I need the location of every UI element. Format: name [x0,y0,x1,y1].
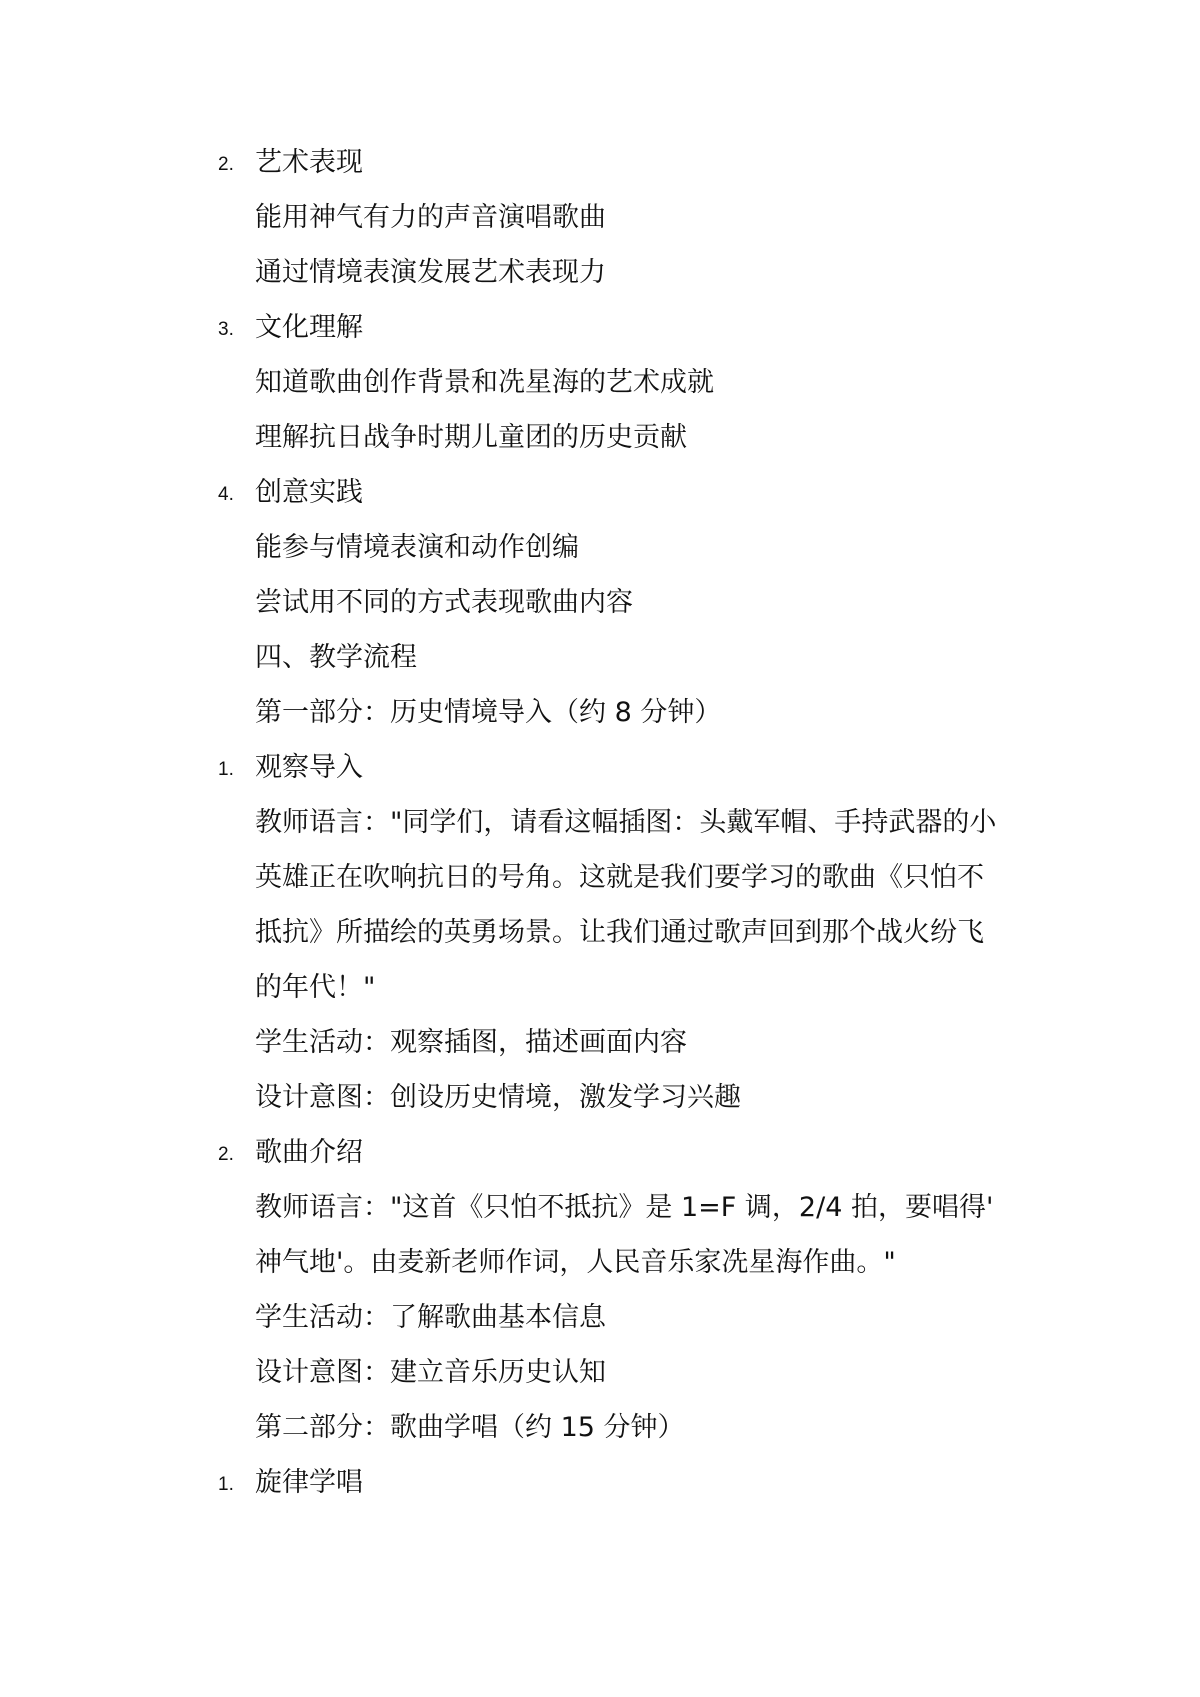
paragraph-line [255,1078,741,1118]
line-text: 设计意图：创设历史情境，激发学习兴趣 [255,1082,741,1113]
part-heading [255,693,721,733]
line-text: 学生活动：了解歌曲基本信息 [255,1302,606,1333]
line-text: 第一部分：历史情境导入（约 8 分钟） [255,697,722,728]
line-text: 抵抗》所描绘的英勇场景。让我们通过歌声回到那个战火纷飞 [255,917,984,948]
paragraph-line [255,1298,606,1338]
paragraph-line [255,968,375,1008]
line-text: 旋律学唱 [255,1467,363,1498]
list-item [218,748,363,788]
line-text: 英雄正在吹响抗日的号角。这就是我们要学习的歌曲《只怕不 [255,862,984,893]
list-item [218,143,363,183]
line-text: 能参与情境表演和动作创编 [255,532,579,563]
list-item [218,473,363,513]
line-text: 第二部分：歌曲学唱（约 15 分钟） [255,1412,685,1443]
line-text: 教师语言："同学们，请看这幅插图：头戴军帽、手持武器的小 [255,807,997,838]
list-item [255,253,606,293]
line-text: 理解抗日战争时期儿童团的历史贡献 [255,422,687,453]
list-number: 1. [218,759,234,780]
line-text: 尝试用不同的方式表现歌曲内容 [255,587,633,618]
line-text: 文化理解 [255,312,363,343]
paragraph-line [255,803,996,843]
paragraph-line [255,1243,896,1283]
line-text: 创意实践 [255,477,363,508]
list-item [255,528,579,568]
paragraph-line [255,1188,993,1228]
section-heading [255,638,417,678]
line-text: 知道歌曲创作背景和冼星海的艺术成就 [255,367,714,398]
line-text: 艺术表现 [255,147,363,178]
list-number: 3. [218,319,234,340]
list-number: 4. [218,484,234,505]
paragraph-line [255,858,984,898]
list-item [255,418,687,458]
list-item [255,198,606,238]
line-text: 学生活动：观察插图，描述画面内容 [255,1027,687,1058]
line-text: 神气地'。由麦新老师作词，人民音乐家冼星海作曲。" [255,1247,896,1278]
line-text: 的年代！" [255,972,376,1003]
line-text: 通过情境表演发展艺术表现力 [255,257,606,288]
list-item [218,1133,363,1173]
paragraph-line [255,1353,606,1393]
line-text: 观察导入 [255,752,363,783]
list-number: 2. [218,154,234,175]
list-number: 2. [218,1144,234,1165]
list-item [255,583,633,623]
line-text: 四、教学流程 [255,642,417,673]
line-text: 设计意图：建立音乐历史认知 [255,1357,606,1388]
line-text: 歌曲介绍 [255,1137,363,1168]
list-item [218,1463,363,1503]
list-item [218,308,363,348]
line-text: 教师语言："这首《只怕不抵抗》是 1=F 调，2/4 拍，要唱得' [255,1192,994,1223]
list-item [255,363,714,403]
line-text: 能用神气有力的声音演唱歌曲 [255,202,606,233]
list-number: 1. [218,1474,234,1495]
paragraph-line [255,913,984,953]
paragraph-line [255,1023,687,1063]
part-heading [255,1408,685,1448]
